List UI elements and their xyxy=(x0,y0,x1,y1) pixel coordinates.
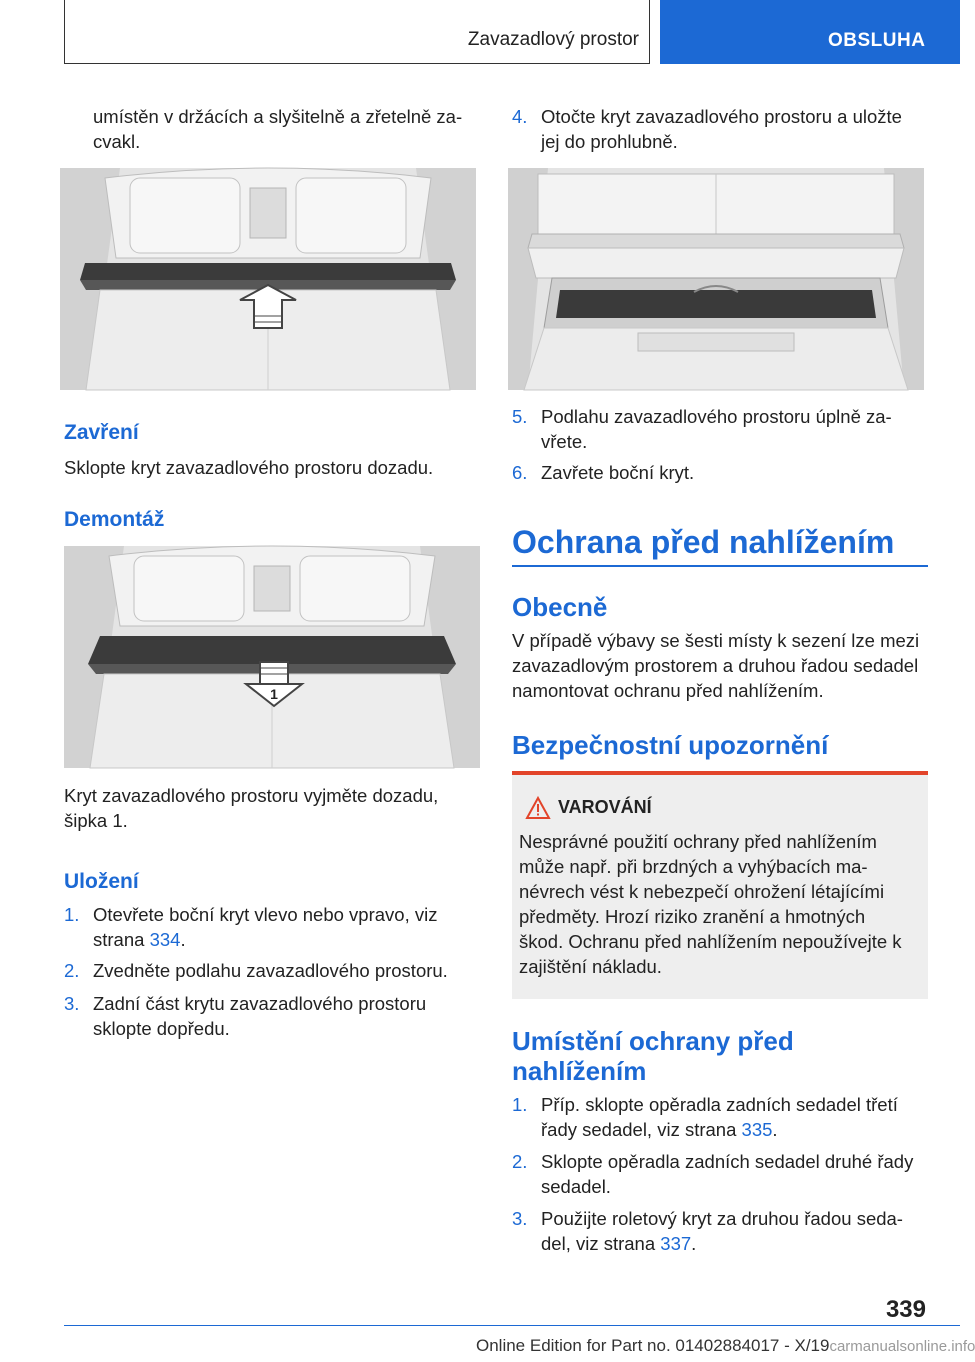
step-text: Podlahu zavazadlového prostoru úplně za‐ xyxy=(541,406,892,427)
general-heading: Obecně xyxy=(512,592,608,622)
list-item xyxy=(64,902,474,954)
step-text-cont: řady sedadel, viz strana xyxy=(541,1119,742,1140)
warning-line-6: zajištění nákladu. xyxy=(519,956,662,977)
step-number: 4. xyxy=(512,106,528,127)
main-section-title: Ochrana před nahlížením xyxy=(512,524,895,560)
remove-line-1: Kryt zavazadlového prostoru vyjměte dozadu, xyxy=(64,785,439,806)
intro-line-2: cvakl. xyxy=(93,131,141,152)
list-item xyxy=(512,104,932,156)
placement-heading-line-2: nahlížením xyxy=(512,1056,647,1086)
step-number: 6. xyxy=(512,462,528,483)
storage-heading: Uložení xyxy=(64,870,139,893)
step-text-end: . xyxy=(691,1233,697,1254)
step-text: Zadní část krytu zavazadlového prostoru xyxy=(93,993,427,1014)
step-number: 1. xyxy=(512,1094,528,1115)
step-text: Zvedněte podlahu zavazadlového prostoru. xyxy=(93,960,448,981)
step-text: Otevřete boční kryt vlevo nebo vpravo, viz xyxy=(93,904,438,925)
page-number: 339 xyxy=(885,1296,926,1323)
header-section-box xyxy=(64,0,650,64)
footer-edition xyxy=(476,1336,975,1356)
general-line-1: V případě výbavy se šesti místy k sezení lze mezi xyxy=(512,630,920,651)
figure-cover-close xyxy=(60,168,476,390)
step-text-cont: sedadel. xyxy=(541,1176,611,1197)
warning-line-2: může např. při brzdných a vyhýbacích ma‐ xyxy=(519,856,868,877)
warning-line-3: névrech vést k nebezpečí ohrožení létajícími xyxy=(519,881,885,902)
list-item xyxy=(512,460,932,486)
step-text-cont: sklopte dopředu. xyxy=(93,1018,230,1039)
footer-divider xyxy=(64,1325,960,1326)
general-line-3: namontovat ochranu před nahlížením. xyxy=(512,680,824,701)
list-item xyxy=(64,991,474,1043)
remove-heading: Demontáž xyxy=(64,508,165,531)
step-text: Použijte roletový kryt za druhou řadou seda‐ xyxy=(541,1208,903,1229)
list-item xyxy=(512,1092,932,1144)
list-item xyxy=(64,958,474,984)
warning-line-1: Nesprávné použití ochrany před nahlížením xyxy=(519,831,877,852)
footer-edition-text: Online Edition for Part no. 01402884017 - X/19 xyxy=(476,1336,830,1355)
step-text: Zavřete boční kryt. xyxy=(541,462,695,483)
step-text-end: . xyxy=(180,929,186,950)
warning-box xyxy=(512,775,928,999)
step-text: Příp. sklopte opěradla zadních sedadel třetí xyxy=(541,1094,898,1115)
header-section-title: Zavazadlový prostor xyxy=(467,29,639,50)
warning-triangle-icon xyxy=(526,797,550,819)
figure-callout-1: 1 xyxy=(270,686,278,702)
step-text-cont: del, viz strana xyxy=(541,1233,661,1254)
page-link-335[interactable]: 335 xyxy=(741,1119,773,1140)
step-text-cont: strana xyxy=(93,929,150,950)
step-text: Sklopte opěradla zadních sedadel druhé řady xyxy=(541,1151,914,1172)
step-text: Otočte kryt zavazadlového prostoru a uložte xyxy=(541,106,902,127)
warning-line-4: předměty. Hrozí riziko zranění a hmotných xyxy=(519,906,866,927)
step-number: 1. xyxy=(64,904,80,925)
step-text-end: . xyxy=(772,1119,778,1140)
step-number: 3. xyxy=(512,1208,528,1229)
warning-line-5: škod. Ochranu před nahlížením nepoužívejte k xyxy=(519,931,902,952)
page-link-334[interactable]: 334 xyxy=(149,929,181,950)
step-number: 3. xyxy=(64,993,80,1014)
page-link-337[interactable]: 337 xyxy=(660,1233,692,1254)
figure-cover-stowed xyxy=(508,168,924,390)
step-text-cont: jej do prohlubně. xyxy=(541,131,678,152)
figure-cover-remove xyxy=(64,546,480,768)
close-heading: Zavření xyxy=(64,421,139,444)
title-underline xyxy=(512,565,928,567)
step-number: 2. xyxy=(64,960,80,981)
placement-heading-line-1: Umístění ochrany před xyxy=(512,1026,794,1056)
close-text: Sklopte kryt zavazadlového prostoru dozadu. xyxy=(64,457,434,478)
list-item xyxy=(512,1206,932,1258)
header-chapter-tab[interactable] xyxy=(660,0,960,64)
remove-line-2: šipka 1. xyxy=(64,810,128,831)
intro-line-1: umístěn v držácích a slyšitelně a zřetelně za‐ xyxy=(93,106,463,127)
step-number: 2. xyxy=(512,1151,528,1172)
warning-title: VAROVÁNÍ xyxy=(558,797,652,817)
general-line-2: zavazadlovým prostorem a druhou řadou sedadel xyxy=(512,655,919,676)
step-number: 5. xyxy=(512,406,528,427)
step-text-cont: vřete. xyxy=(541,431,588,452)
list-item xyxy=(512,1149,932,1201)
header-chapter-label: OBSLUHA xyxy=(828,30,926,51)
footer-watermark: carmanualsonline.info xyxy=(829,1338,975,1355)
list-item xyxy=(512,404,932,456)
safety-heading: Bezpečnostní upozornění xyxy=(512,730,829,760)
